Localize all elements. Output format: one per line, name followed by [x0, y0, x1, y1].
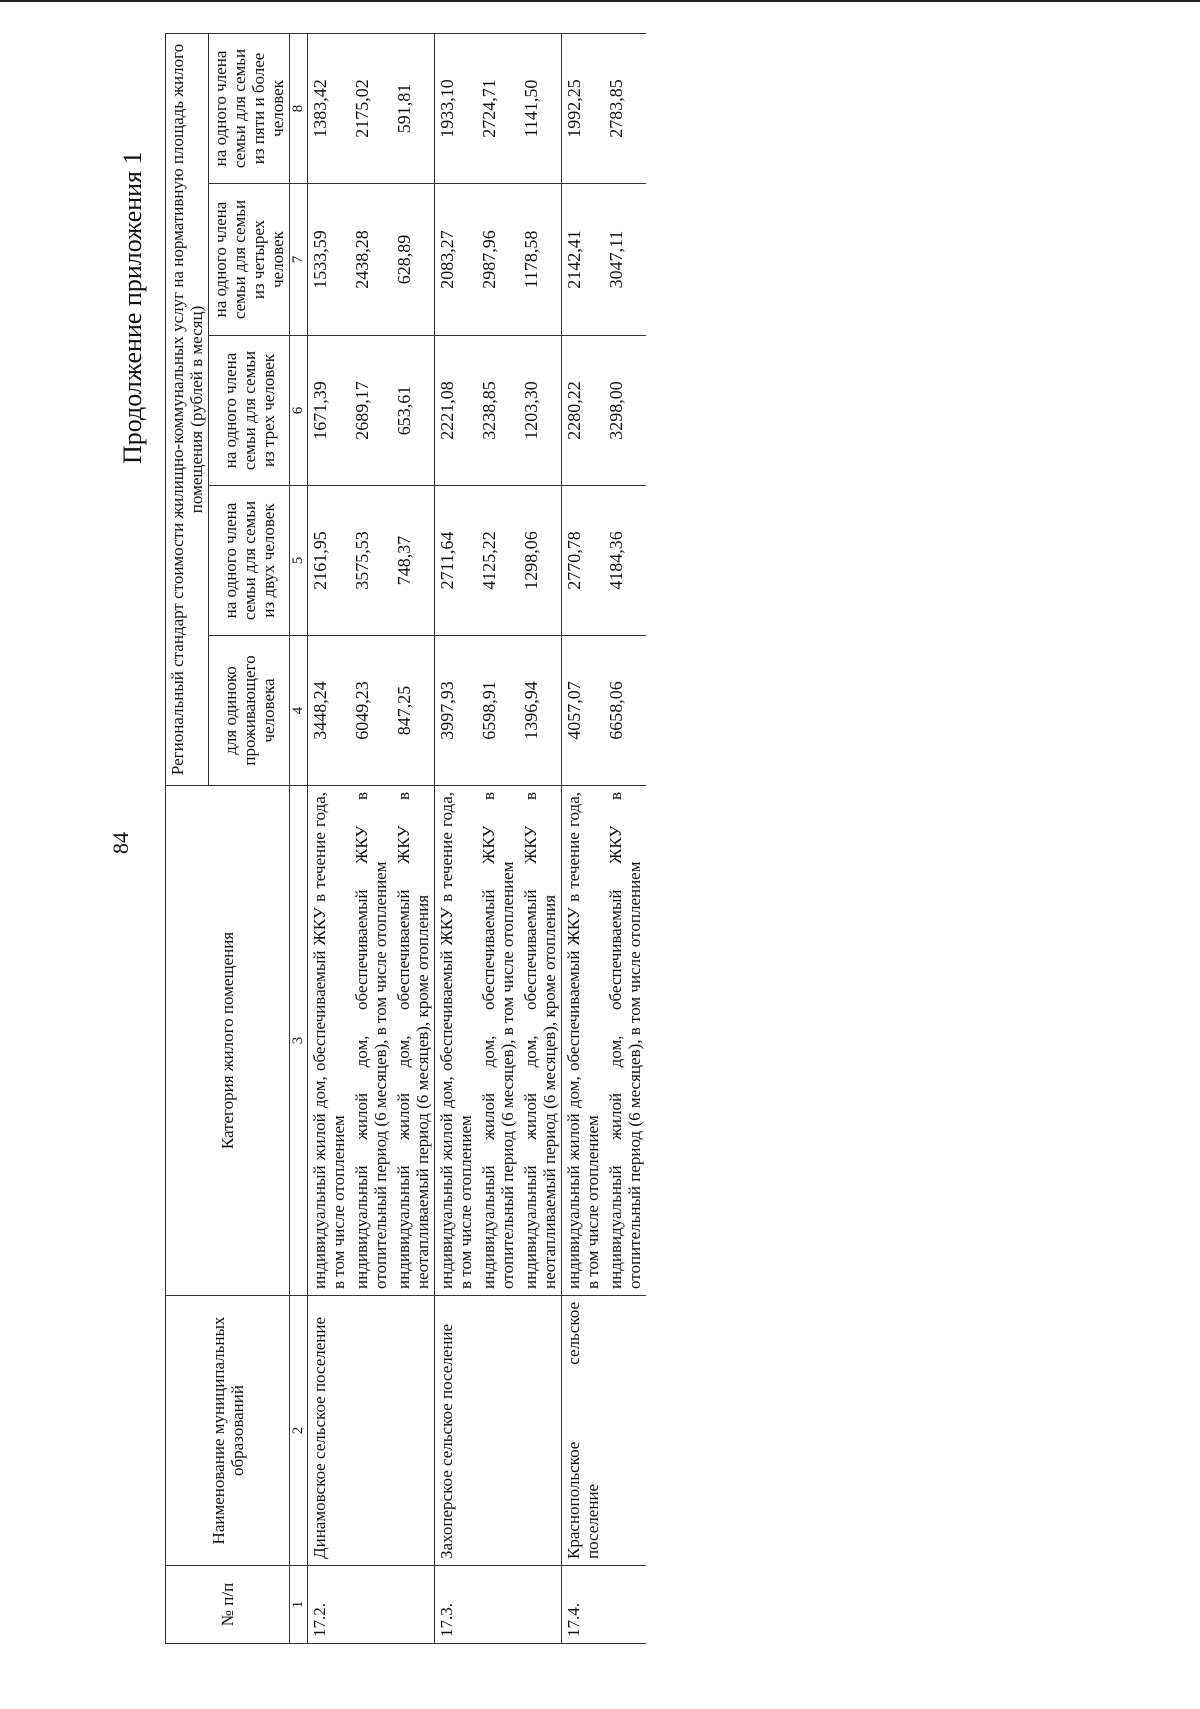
value-two: 2711,64 — [435, 486, 478, 636]
housing-category: индивидуальный жилой дом, обеспечиваемый ЖКУ в отопительный период (6 месяцев), в том числе отоплением — [604, 786, 646, 1296]
value-four: 628,89 — [392, 184, 435, 336]
row-index — [392, 1566, 435, 1644]
value-four: 3047,11 — [604, 184, 646, 336]
value-single: 6598,91 — [477, 636, 519, 786]
value-two: 2770,78 — [562, 486, 605, 636]
housing-category: индивидуальный жилой дом, обеспечиваемый ЖКУ в течение года, в том числе отоплением — [562, 786, 605, 1296]
row-index — [477, 1566, 519, 1644]
value-three: 3238,85 — [477, 336, 519, 486]
value-five-plus: 1141,50 — [519, 33, 562, 183]
table-row — [519, 33, 562, 1643]
value-four: 2083,27 — [435, 184, 478, 336]
housing-category: индивидуальный жилой дом, обеспечиваемый ЖКУ в течение года, в том числе отоплением — [435, 786, 478, 1296]
header-municipality: Наименование муниципальных образований — [166, 1296, 290, 1566]
housing-category: индивидуальный жилой дом, обеспечиваемый ЖКУ в неотапливаемый период (6 месяцев), кроме отопления — [392, 786, 435, 1296]
header-family-four: на одного члена семьи для семьи из четырех человек — [209, 184, 290, 336]
housing-category: индивидуальный жилой дом, обеспечиваемый ЖКУ в отопительный период (6 месяцев), в том числе отоплением — [477, 786, 519, 1296]
header-family-two: на одного члена семьи для семьи из двух человек — [209, 486, 290, 636]
header-single-person: для одиноко проживающего человека — [209, 636, 290, 786]
value-three: 2280,22 — [562, 336, 605, 486]
value-five-plus: 1933,10 — [435, 33, 478, 183]
housing-category: индивидуальный жилой дом, обеспечиваемый ЖКУ в отопительный период (6 месяцев), в том числе отоплением — [350, 786, 392, 1296]
value-two: 1298,06 — [519, 486, 562, 636]
value-five-plus: 2724,71 — [477, 33, 519, 183]
appendix-caption: Продолжение приложения 1 — [118, 151, 147, 464]
table-row — [350, 33, 392, 1643]
value-three: 1203,30 — [519, 336, 562, 486]
column-number: 7 — [290, 184, 308, 336]
value-three: 2689,17 — [350, 336, 392, 486]
value-single: 6658,06 — [604, 636, 646, 786]
row-index — [519, 1566, 562, 1644]
value-single: 1396,94 — [519, 636, 562, 786]
value-five-plus: 1383,42 — [307, 33, 350, 183]
row-index: 17.3. — [435, 1566, 478, 1644]
column-number: 3 — [290, 786, 308, 1296]
table-row — [604, 33, 646, 1643]
municipality-name: Захоперское сельское поселение — [435, 1296, 478, 1566]
column-number: 2 — [290, 1296, 308, 1566]
table-row — [477, 33, 519, 1643]
header-regional-standard: Региональный стандарт стоимости жилищно-коммунальных услуг на нормативную площадь жилого помещения (рублей в месяц) — [166, 33, 209, 785]
value-two: 748,37 — [392, 486, 435, 636]
value-five-plus: 2783,85 — [604, 33, 646, 183]
value-two: 4125,22 — [477, 486, 519, 636]
table-row — [435, 33, 478, 1643]
value-four: 1533,59 — [307, 184, 350, 336]
row-index: 17.2. — [307, 1566, 350, 1644]
value-five-plus: 591,81 — [392, 33, 435, 183]
row-index — [350, 1566, 392, 1644]
column-number: 1 — [290, 1566, 308, 1644]
column-number: 5 — [290, 486, 308, 636]
header-family-three: на одного члена семьи для семьи из трех человек — [209, 336, 290, 486]
value-single: 6049,23 — [350, 636, 392, 786]
value-four: 2438,28 — [350, 184, 392, 336]
value-single: 4057,07 — [562, 636, 605, 786]
column-number: 8 — [290, 33, 308, 183]
header-family-five-plus: на одного члена семьи для семьи из пяти и более человек — [209, 33, 290, 183]
row-index — [604, 1566, 646, 1644]
municipality-name — [392, 1296, 435, 1566]
municipality-name — [519, 1296, 562, 1566]
value-four: 1178,58 — [519, 184, 562, 336]
housing-cost-standard-table — [165, 33, 646, 1644]
row-index: 17.4. — [562, 1566, 605, 1644]
value-five-plus: 1992,25 — [562, 33, 605, 183]
value-three: 1671,39 — [307, 336, 350, 486]
table-row — [307, 33, 350, 1643]
municipality-name — [477, 1296, 519, 1566]
value-three: 2221,08 — [435, 336, 478, 486]
header-category: Категория жилого помещения — [166, 786, 290, 1296]
value-five-plus: 2175,02 — [350, 33, 392, 183]
header-number: № п/п — [166, 1566, 290, 1644]
value-single: 3997,93 — [435, 636, 478, 786]
value-three: 3298,00 — [604, 336, 646, 486]
page-number: 84 — [108, 832, 133, 854]
value-single: 847,25 — [392, 636, 435, 786]
municipality-name: Краснопольское сельское поселение — [562, 1296, 605, 1566]
value-two: 4184,36 — [604, 486, 646, 636]
municipality-name — [350, 1296, 392, 1566]
municipality-name — [604, 1296, 646, 1566]
table-row — [562, 33, 605, 1643]
value-three: 653,61 — [392, 336, 435, 486]
value-single: 3448,24 — [307, 636, 350, 786]
column-number: 6 — [290, 336, 308, 486]
municipality-name: Динамовское сельское поселение — [307, 1296, 350, 1566]
value-four: 2142,41 — [562, 184, 605, 336]
value-four: 2987,96 — [477, 184, 519, 336]
housing-category: индивидуальный жилой дом, обеспечиваемый ЖКУ в неотапливаемый период (6 месяцев), кроме отопления — [519, 786, 562, 1296]
value-two: 2161,95 — [307, 486, 350, 636]
value-two: 3575,53 — [350, 486, 392, 636]
column-number: 4 — [290, 636, 308, 786]
table-row — [392, 33, 435, 1643]
housing-category: индивидуальный жилой дом, обеспечиваемый ЖКУ в течение года, в том числе отоплением — [307, 786, 350, 1296]
